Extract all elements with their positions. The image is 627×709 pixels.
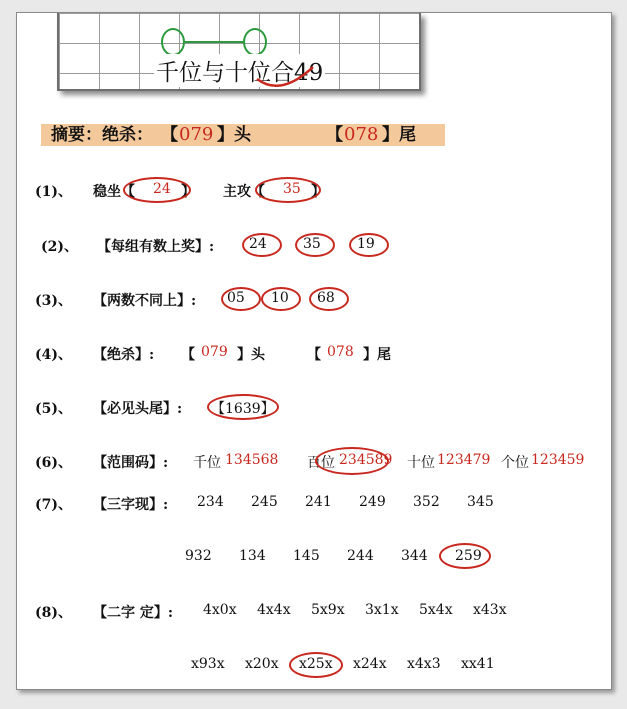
item-1-value: 24	[153, 181, 171, 197]
item-2-circle-3	[349, 233, 389, 257]
item-8-circle	[289, 652, 343, 678]
item-7-number: (7)、	[35, 497, 72, 513]
grid-figure	[57, 13, 421, 91]
item-6-value-3: 123479	[437, 452, 491, 468]
summary-head-value: 079	[179, 124, 214, 145]
summary-tail-close: 】尾	[382, 125, 416, 145]
item-6-value-2: 234589	[339, 452, 393, 468]
item-2-number: (2)、	[41, 239, 78, 255]
item-8-r1-value-6: x43x	[473, 602, 507, 618]
item-7-label: 【三字现】:	[93, 497, 169, 513]
item-1-number: (1)、	[35, 184, 72, 200]
item-8-r1-value-5: 5x4x	[419, 602, 453, 618]
item-2-value-1: 24	[249, 236, 267, 252]
item-8-r2-value-4: x24x	[353, 656, 387, 672]
item-5-value: 【1639】	[211, 401, 275, 417]
item-8-row-1	[35, 602, 595, 622]
item-4	[35, 344, 575, 364]
item-5-number: (5)、	[35, 401, 72, 417]
item-4-open2: 【	[307, 347, 321, 363]
item-7-r1-value-5: 352	[413, 494, 440, 510]
grid-caption: 千位与十位合49	[154, 54, 325, 87]
item-8-r2-value-6: xx41	[461, 656, 495, 672]
item-7-r1-value-4: 249	[359, 494, 386, 510]
item-8-r1-value-3: 5x9x	[311, 602, 345, 618]
item-6-key-1: 千位	[193, 455, 221, 471]
item-7-row-1	[35, 494, 595, 514]
item-1-close: 】	[181, 184, 195, 200]
item-8-r1-value-1: 4x0x	[203, 602, 237, 618]
item-8-r2-value-5: x4x3	[407, 656, 441, 672]
item-7-r1-value-2: 245	[251, 494, 278, 510]
item-4-number: (4)、	[35, 347, 72, 363]
item-6-value-4: 123459	[531, 452, 585, 468]
item-4-tail: 078	[327, 344, 354, 360]
item-1-value2: 35	[283, 181, 301, 197]
item-7-r2-value-5: 344	[401, 548, 428, 564]
item-8-r1-value-4: 3x1x	[365, 602, 399, 618]
item-3-circle-2	[261, 287, 301, 311]
summary-tail-open: 【	[326, 125, 343, 145]
item-2-value-2: 35	[303, 236, 321, 252]
item-1-circle	[123, 177, 191, 203]
item-7-r2-value-2: 134	[239, 548, 266, 564]
item-8-number: (8)、	[35, 605, 72, 621]
item-3	[35, 290, 575, 310]
item-8-r2-value-3: x25x	[299, 656, 333, 672]
item-6-key-4: 个位	[501, 455, 529, 471]
item-8-r2-value-1: x93x	[191, 656, 225, 672]
item-1-circle2	[255, 177, 321, 203]
item-6-value-1: 134568	[225, 452, 279, 468]
item-8-r2-value-2: x20x	[245, 656, 279, 672]
item-3-value-2: 10	[271, 290, 289, 306]
item-3-value-1: 05	[227, 290, 245, 306]
item-3-circle-1	[221, 287, 261, 311]
item-2-value-3: 19	[357, 236, 375, 252]
summary-head-close: 】头	[217, 125, 251, 145]
item-4-head: 079	[201, 344, 228, 360]
item-3-label: 【两数不同上】:	[93, 293, 197, 309]
item-6-key-2: 百位	[307, 455, 335, 471]
item-4-open: 【	[181, 347, 195, 363]
item-6-key-3: 十位	[407, 455, 435, 471]
item-2-label: 【每组有数上奖】:	[97, 239, 215, 255]
item-1-label: 稳坐【	[93, 184, 135, 200]
item-1-label2: 主攻【	[223, 184, 265, 200]
item-5-circle	[207, 394, 279, 420]
item-6-label: 【范围码】:	[93, 455, 169, 471]
item-5	[35, 398, 575, 418]
item-4-tail-close: 】尾	[363, 347, 391, 363]
item-6-circle	[315, 447, 389, 475]
document-page	[16, 12, 612, 690]
item-2-circle-1	[242, 233, 282, 257]
item-3-value-3: 68	[317, 290, 335, 306]
item-6-number: (6)、	[35, 455, 72, 471]
item-5-label: 【必见头尾】:	[93, 401, 183, 417]
summary-bar	[41, 124, 445, 146]
item-8-r1-value-2: 4x4x	[257, 602, 291, 618]
item-7-row-2	[35, 548, 595, 568]
item-7-r2-value-4: 244	[347, 548, 374, 564]
item-2-circle-2	[295, 233, 335, 257]
item-1-close2: 】	[311, 184, 325, 200]
item-7-r2-value-6: 259	[455, 548, 482, 564]
item-7-r1-value-1: 234	[197, 494, 224, 510]
item-7-r1-value-3: 241	[305, 494, 332, 510]
item-7-r1-value-6: 345	[467, 494, 494, 510]
item-3-number: (3)、	[35, 293, 72, 309]
item-7-circle	[439, 543, 491, 569]
item-4-head-close: 】头	[237, 347, 265, 363]
red-tick-mark	[59, 13, 419, 89]
summary-label: 摘要：绝杀：	[51, 125, 153, 145]
summary-head-open: 【	[161, 125, 178, 145]
item-7-r2-value-3: 145	[293, 548, 320, 564]
item-7-r2-value-1: 932	[185, 548, 212, 564]
item-4-label: 【绝杀】:	[93, 347, 155, 363]
item-8-label: 【二字 定】:	[93, 605, 174, 621]
item-3-circle-3	[309, 287, 349, 311]
summary-tail-value: 078	[344, 124, 379, 145]
